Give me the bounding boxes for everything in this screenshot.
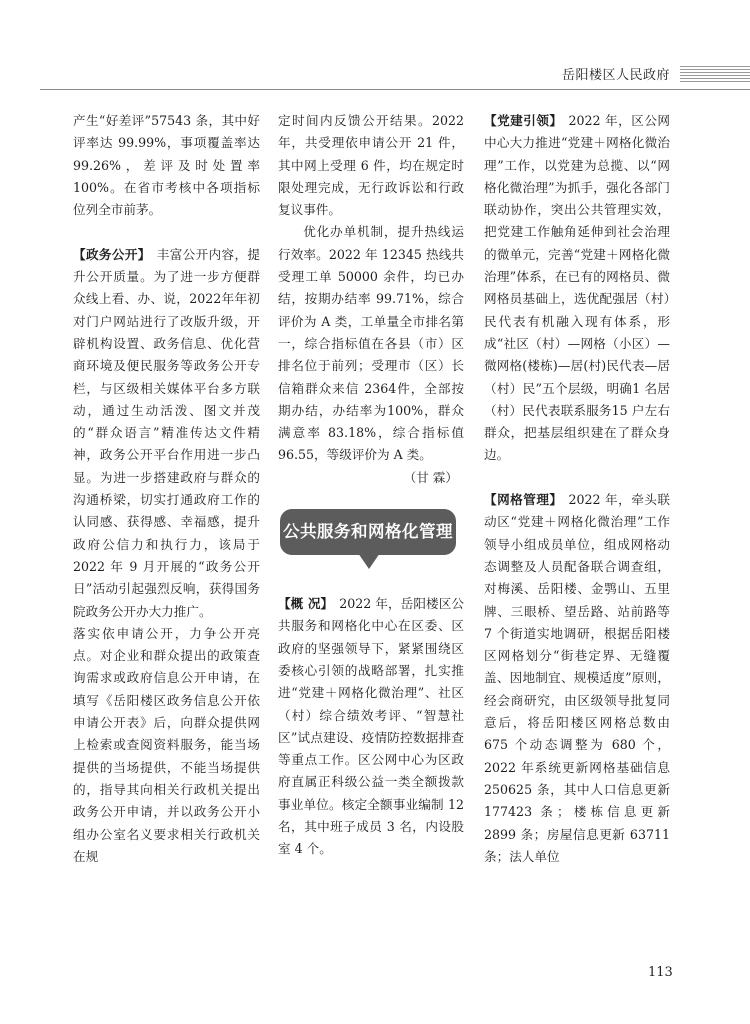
header-title: 岳阳楼区人民政府 — [562, 68, 671, 83]
section-paragraph — [484, 110, 670, 467]
section-heading: 【党建引领】 — [484, 113, 563, 128]
column-3 — [484, 110, 670, 950]
section-text: 2022 年，牵头联动区“党建＋网格化微治理”工作领导小组成员单位，组成网格动态调整及人员配备联合调查组，对梅溪、岳阳楼、金鹗山、五里牌、三眼桥、望岳路、站前路等 7 个街道实地调研，根据岳阳楼区网格划分“街巷定界、无缝覆盖、因地制宜、规模适度”原则，经会商研究，由区级领导批复同意后，将岳阳楼区网格总数由 675 个动态调整为 680 个，2022 年系统更新网格基础信息 250625 条，其中人口信息更新 177423 条；楼栋信息更新 2899 条；房屋信息更新 63711 条；法人单位 — [484, 492, 670, 864]
banner-pointer — [358, 553, 380, 569]
running-header — [0, 62, 750, 92]
paragraph: 落实依申请公开，力争公开亮点。对企业和群众提出的政策查询需求或政府信息公开申请，在填写《岳阳楼区政务信息公开依申请公开表》后，向群众提供网上检索或查阅资料服务，能当场提供的当场提供，不能当场提供的，指导其向相关行政机关提出政务公开申请，并以政务公开小组办公室名义要求相关行政机关在规 — [73, 625, 260, 864]
author-signature: （甘 霖） — [403, 469, 458, 485]
column-2 — [278, 110, 464, 950]
section-heading: 【概 况】 — [278, 596, 334, 612]
paragraph: 定时间内反馈公开结果。2022年，共受理依申请公开 21 件，其中网上受理 6 件，均在规定时限处理完成，无行政诉讼和行政复议事件。 — [278, 113, 464, 218]
header-stripes-decoration — [680, 66, 750, 84]
section-paragraph — [73, 244, 260, 623]
section-text: 2022 年，区公网中心大力推进“党建＋网格化微治理”工作，以党建为总揽、以“网格化微治理”为抓手，强化各部门联动协作，突出公共管理实效，把党建工作触角延伸到社会治理的微单元，完善“党建＋网格化微治理”体系，在已有的网格员、微网格员基础上，选优配强居（村）民代表有机融入现有体系，形成“社区（村）—网格（小区）—微网格(楼栋)—居(村)民代表—居（村）民”五个层级，明确1 名居（村）民代表联系服务15 户左右群众，把基层组织建在了群众身边。 — [484, 113, 670, 463]
section-banner-title: 公共服务和网格化管理 — [280, 509, 456, 555]
column-1 — [73, 110, 260, 950]
header-rule — [40, 89, 750, 90]
section-paragraph — [484, 489, 670, 868]
section-text: 丰富公开内容，提升公开质量。为了进一步方便群众线上看、办、说，2022年年初对门户网站进行了改版升级，开辟机构设置、政务信息、优化营商环境及便民服务等政务公开专栏，与区级相关媒体平台多方联动，通过生动活泼、图文并茂的“群众语言”精准传达文件精神，政务公开平台作用进一步凸显。为进一步搭建政府与群众的沟通桥梁，切实打通政府工作的认同感、获得感、幸福感，提升政府公信力和执行力，该局于2022 年 9 月开展的“政务公开日”活动引起强烈反响，获得国务院政务公开办大力推广。 — [73, 246, 261, 619]
paragraph: 产生“好差评”57543 条，其中好评率达 99.99%，事项覆盖率达 99.26%，差评及时处置率100%。在省市考核中各项指标位列全市前茅。 — [73, 113, 260, 218]
section-text: 2022 年，岳阳楼区公共服务和网格化中心在区委、区政府的坚强领导下，紧紧围绕区委核心引领的战略部署，扎实推进“党建＋网格化微治理”、社区（村）综合绩效考评、“智慧社区”试点建设、疫情防控数据排查等重点工作。区公网中心为区政府直属正科级公益一类全额拨款事业单位。核定全额事业编制 12名，其中班子成员 3 名，内设股室 4 个。 — [278, 596, 464, 857]
section-heading: 【网格管理】 — [484, 492, 563, 508]
section-banner — [278, 495, 464, 587]
page-number: 113 — [648, 965, 673, 980]
section-heading: 【政务公开】 — [73, 246, 151, 262]
section-paragraph — [278, 593, 464, 861]
paragraph: 优化办单机制，提升热线运行效率。2022 年 12345 热线共受理工单 50000 余件，均已办结，按期办结率 99.71%，综合评价为 A 类，工单量全市排名第一，综合指标值在各县（市）区排名位于前列；受理市（区）长信箱群众来信 2364件，全部按期办结，办结率为100%，群众满意率 83.18%，综合指标值 96.55，等级评价为 A 类。 — [278, 224, 464, 463]
